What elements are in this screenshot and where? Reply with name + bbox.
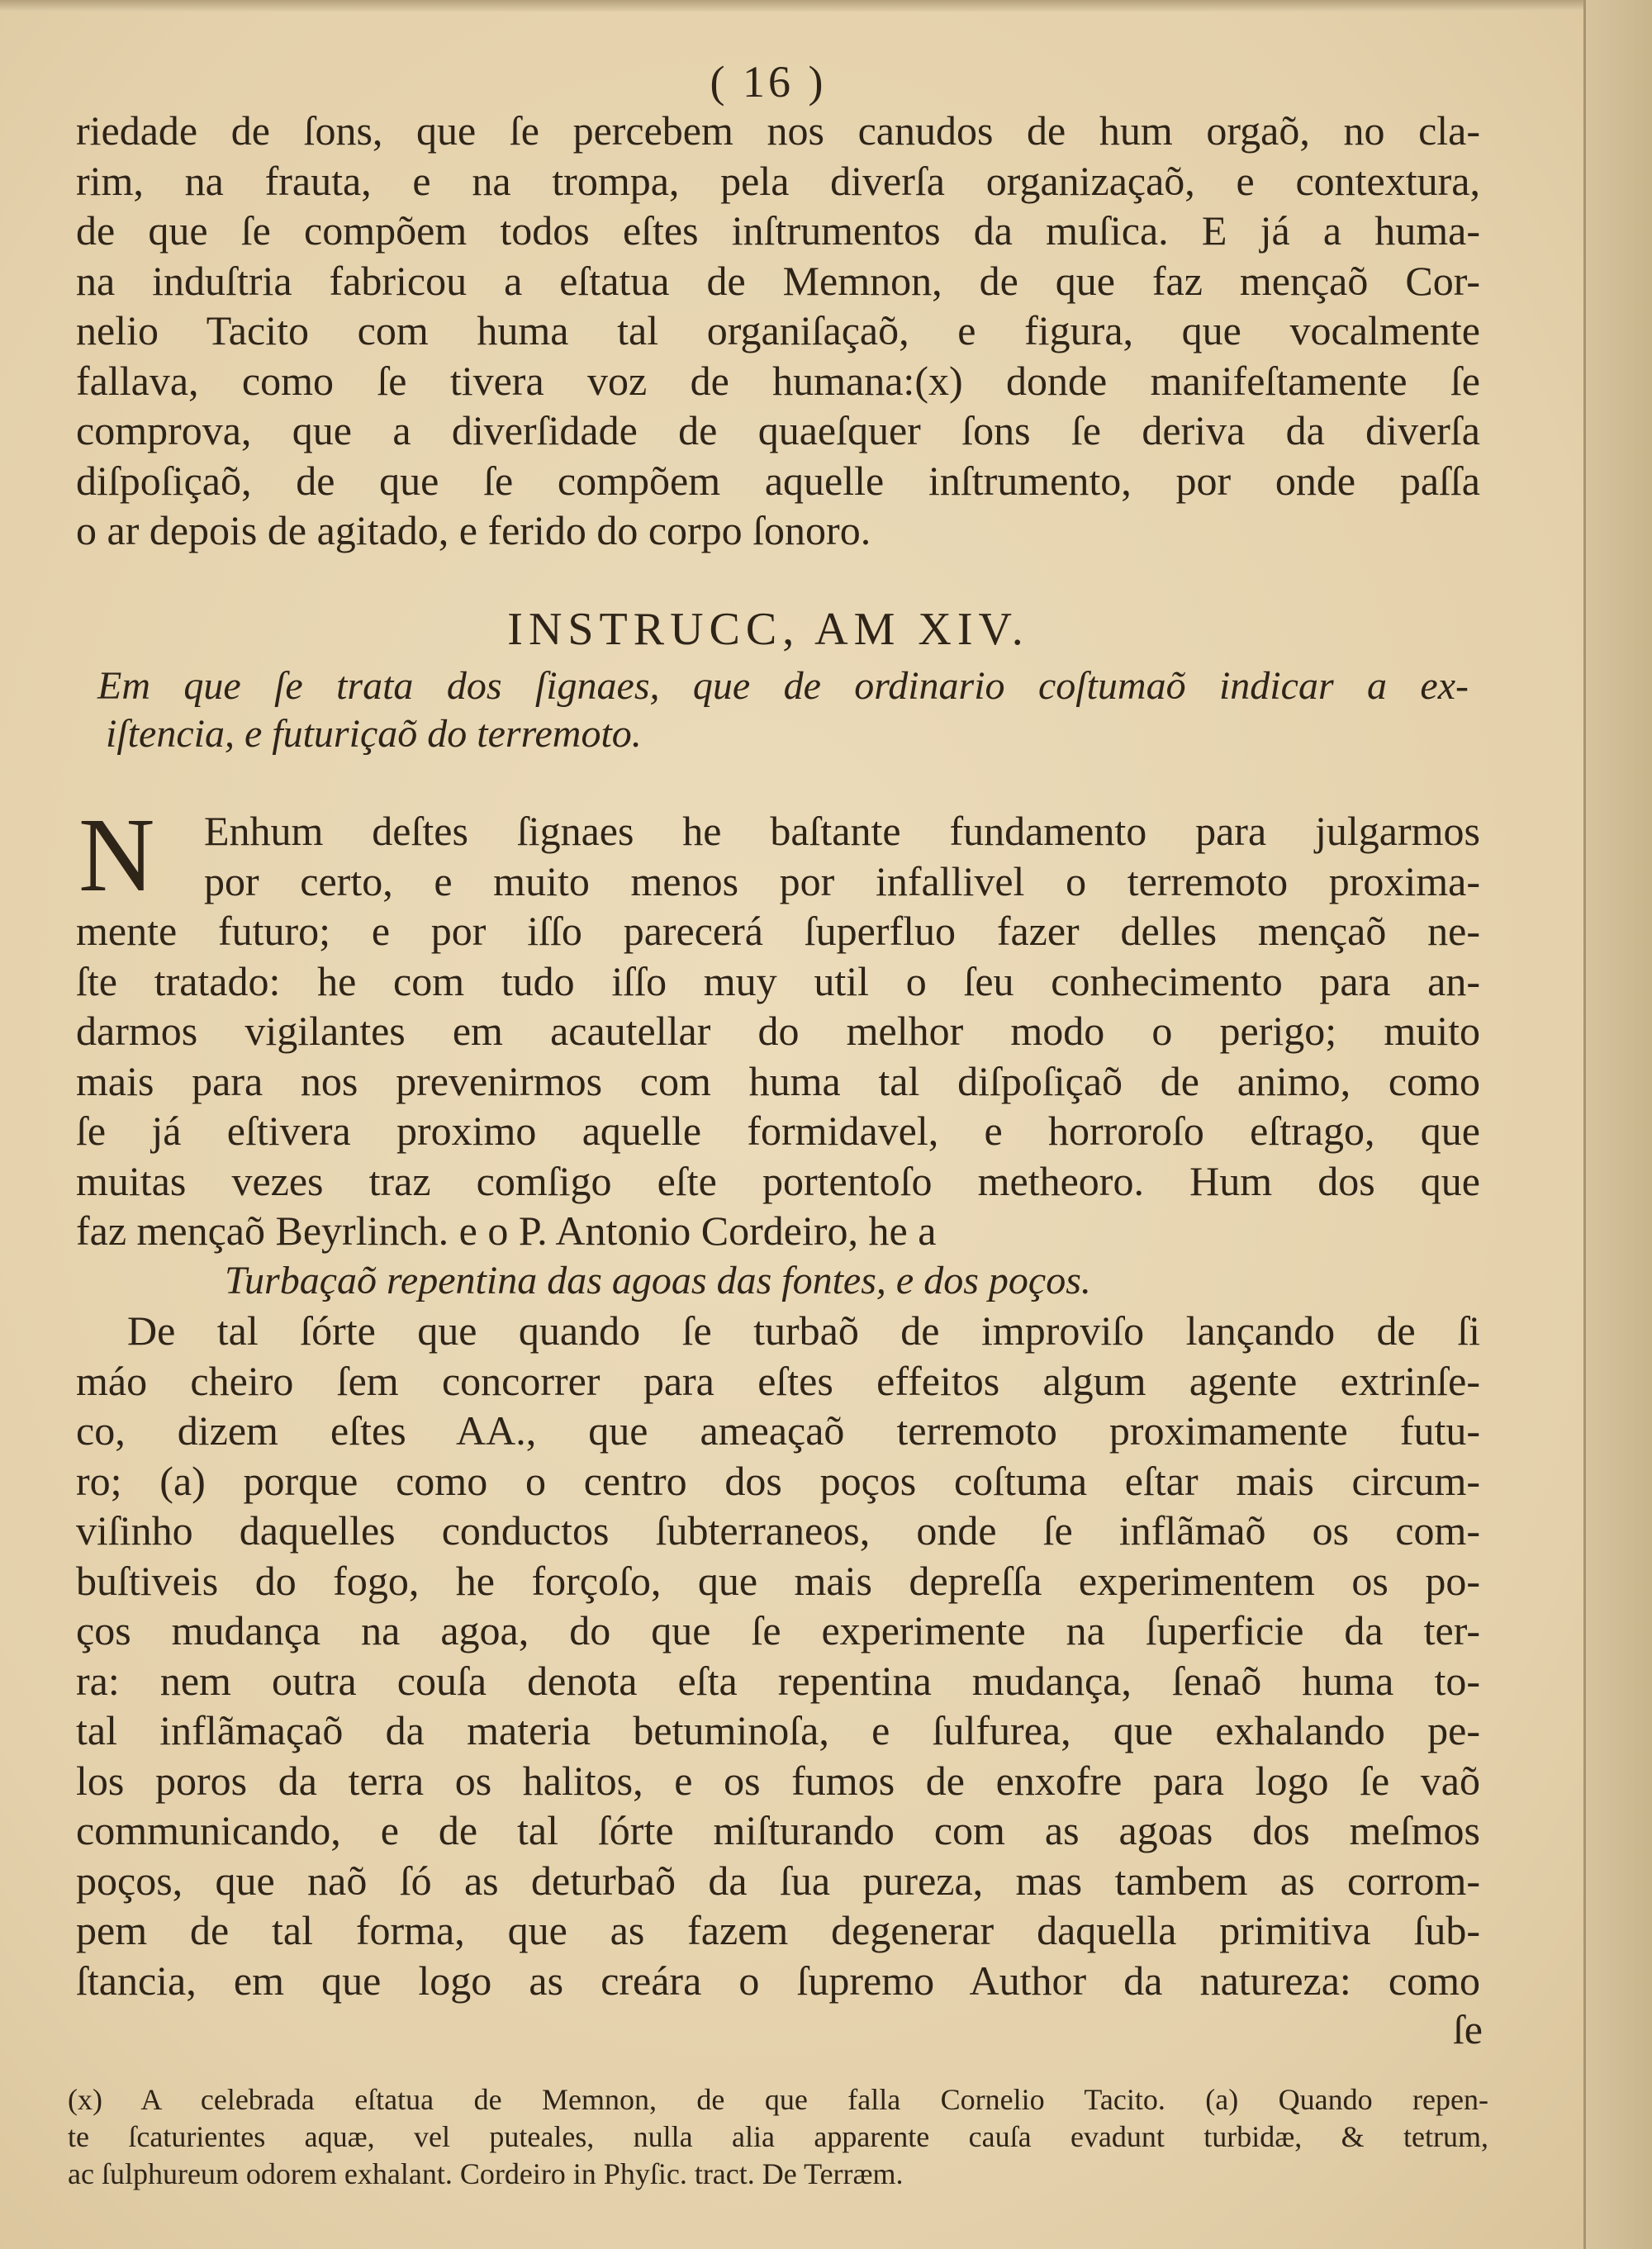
text-line: nelio Tacito com huma tal organiſaçaõ, e figura, que vocalmente xyxy=(76,307,1480,353)
text-line: viſinho daquelles conductos ſubterraneos, onde ſe inflãmaõ os com- xyxy=(76,1507,1480,1554)
text-line: rim, na frauta, e na trompa, pela diverſa organizaçaõ, e contextura, xyxy=(76,157,1480,204)
footnote-line: (x) A celebrada eſtatua de Memnon, de que falla Cornelio Tacito. (a) Quando repen- xyxy=(68,2083,1488,2116)
text-line: máo cheiro ſem concorrer para eſtes effeitos algum agente extrinſe- xyxy=(76,1357,1480,1404)
subheading-line: Em que ſe trata dos ſignaes, que de ordinario coſtumaõ indicar a ex- xyxy=(97,664,1469,708)
text-line: tal inflãmaçaõ da materia betuminoſa, e ſulfurea, que exhalando pe- xyxy=(76,1707,1480,1753)
text-line: communicando, e de tal ſórte miſturando com as agoas dos meſmos xyxy=(76,1807,1480,1853)
text-line: faz mençaõ Beyrlinch. e o P. Antonio Cordeiro, he a xyxy=(76,1208,937,1254)
catchword: ſe xyxy=(1452,2006,1483,2052)
text-line: fallava, como ſe tivera voz de humana:(x) donde manifeſtamente ſe xyxy=(76,357,1480,404)
drop-cap: N xyxy=(78,796,155,913)
text-line: pem de tal forma, que as fazem degenerar daquella primitiva ſub- xyxy=(76,1907,1480,1953)
text-line: ſe já eſtivera proximo aquelle formidavel, e horroroſo eſtrago, que xyxy=(76,1108,1480,1154)
italic-sign-title: Turbaçaõ repentina das agoas das fontes, e dos poços. xyxy=(225,1258,1091,1302)
main-paragraph xyxy=(76,796,1480,2005)
text-line: ſte tratado: he com tudo iſſo muy util o ſeu conhecimento para an- xyxy=(76,957,1480,1004)
top-paragraph xyxy=(76,106,1480,556)
text-line: darmos vigilantes em acautellar do melhor modo o perigo; muito xyxy=(76,1008,1480,1054)
footnote-line: te ſcaturientes aquæ, vel puteales, nulla alia apparente cauſa evadunt turbidæ, & tetrum, xyxy=(68,2120,1488,2153)
text-line: Enhum deſtes ſignaes he baſtante fundamento para julgarmos xyxy=(204,808,1480,854)
section-subheading xyxy=(97,662,1469,758)
text-line: buſtiveis do fogo, he forçoſo, que mais depreſſa experimentem os po- xyxy=(76,1557,1480,1604)
text-line: De tal ſórte que quando ſe turbaõ de improviſo lançando de ſi xyxy=(127,1307,1480,1354)
footnote-line: ac ſulphureum odorem exhalant. Cordeiro in Phyſic. tract. De Terræm. xyxy=(68,2157,904,2190)
text-line: de que ſe compõem todos eſtes inſtrumentos da muſica. E já a huma- xyxy=(76,207,1480,254)
footnotes xyxy=(68,2081,1488,2193)
text-line: los poros da terra os halitos, e os fumos de enxofre para logo ſe vaõ xyxy=(76,1757,1480,1804)
text-line: ços mudança na agoa, do que ſe experimente na ſuperficie da ter- xyxy=(76,1607,1480,1654)
page-number: ( 16 ) xyxy=(710,57,827,107)
page-top-edge xyxy=(0,0,1652,12)
text-line: co, dizem eſtes AA., que ameaçaõ terremoto proximamente futu- xyxy=(76,1407,1480,1454)
text-line: ra: nem outra couſa denota eſta repentina mudança, ſenaõ huma to- xyxy=(76,1657,1480,1704)
page-binding-edge xyxy=(1583,0,1652,2249)
text-line: ſtancia, em que logo as creára o ſupremo Author da natureza: como xyxy=(76,1957,1480,2004)
text-line: ro; (a) porque como o centro dos poços coſtuma eſtar mais circum- xyxy=(76,1457,1480,1504)
text-line: diſpoſiçaõ, de que ſe compõem aquelle inſtrumento, por onde paſſa xyxy=(76,457,1480,504)
text-line: comprova, que a diverſidade de quaeſquer ſons ſe deriva da diverſa xyxy=(76,407,1480,453)
text-line: na induſtria fabricou a eſtatua de Memnon, de que faz mençaõ Cor- xyxy=(76,257,1480,304)
text-line: mente futuro; e por iſſo parecerá ſuperfluo fazer delles mençaõ ne- xyxy=(76,908,1480,954)
text-line: por certo, e muito menos por infallivel o terremoto proxima- xyxy=(204,857,1480,904)
text-line: poços, que naõ ſó as deturbaõ da ſua pureza, mas tambem as corrom- xyxy=(76,1857,1480,1904)
subheading-line: iſtencia, e futuriçaõ do terremoto. xyxy=(106,712,642,756)
text-line: muitas vezes traz comſigo eſte portentoſo metheoro. Hum dos que xyxy=(76,1157,1480,1204)
text-line: riedade de ſons, que ſe percebem nos canudos de hum orgaõ, no cla- xyxy=(76,107,1480,154)
text-line: mais para nos prevenirmos com huma tal diſpoſiçaõ de animo, como xyxy=(76,1057,1480,1104)
text-line: o ar depois de agitado, e ferido do corpo ſonoro. xyxy=(76,507,871,553)
section-heading: INSTRUCC, AM XIV. xyxy=(507,604,1029,655)
